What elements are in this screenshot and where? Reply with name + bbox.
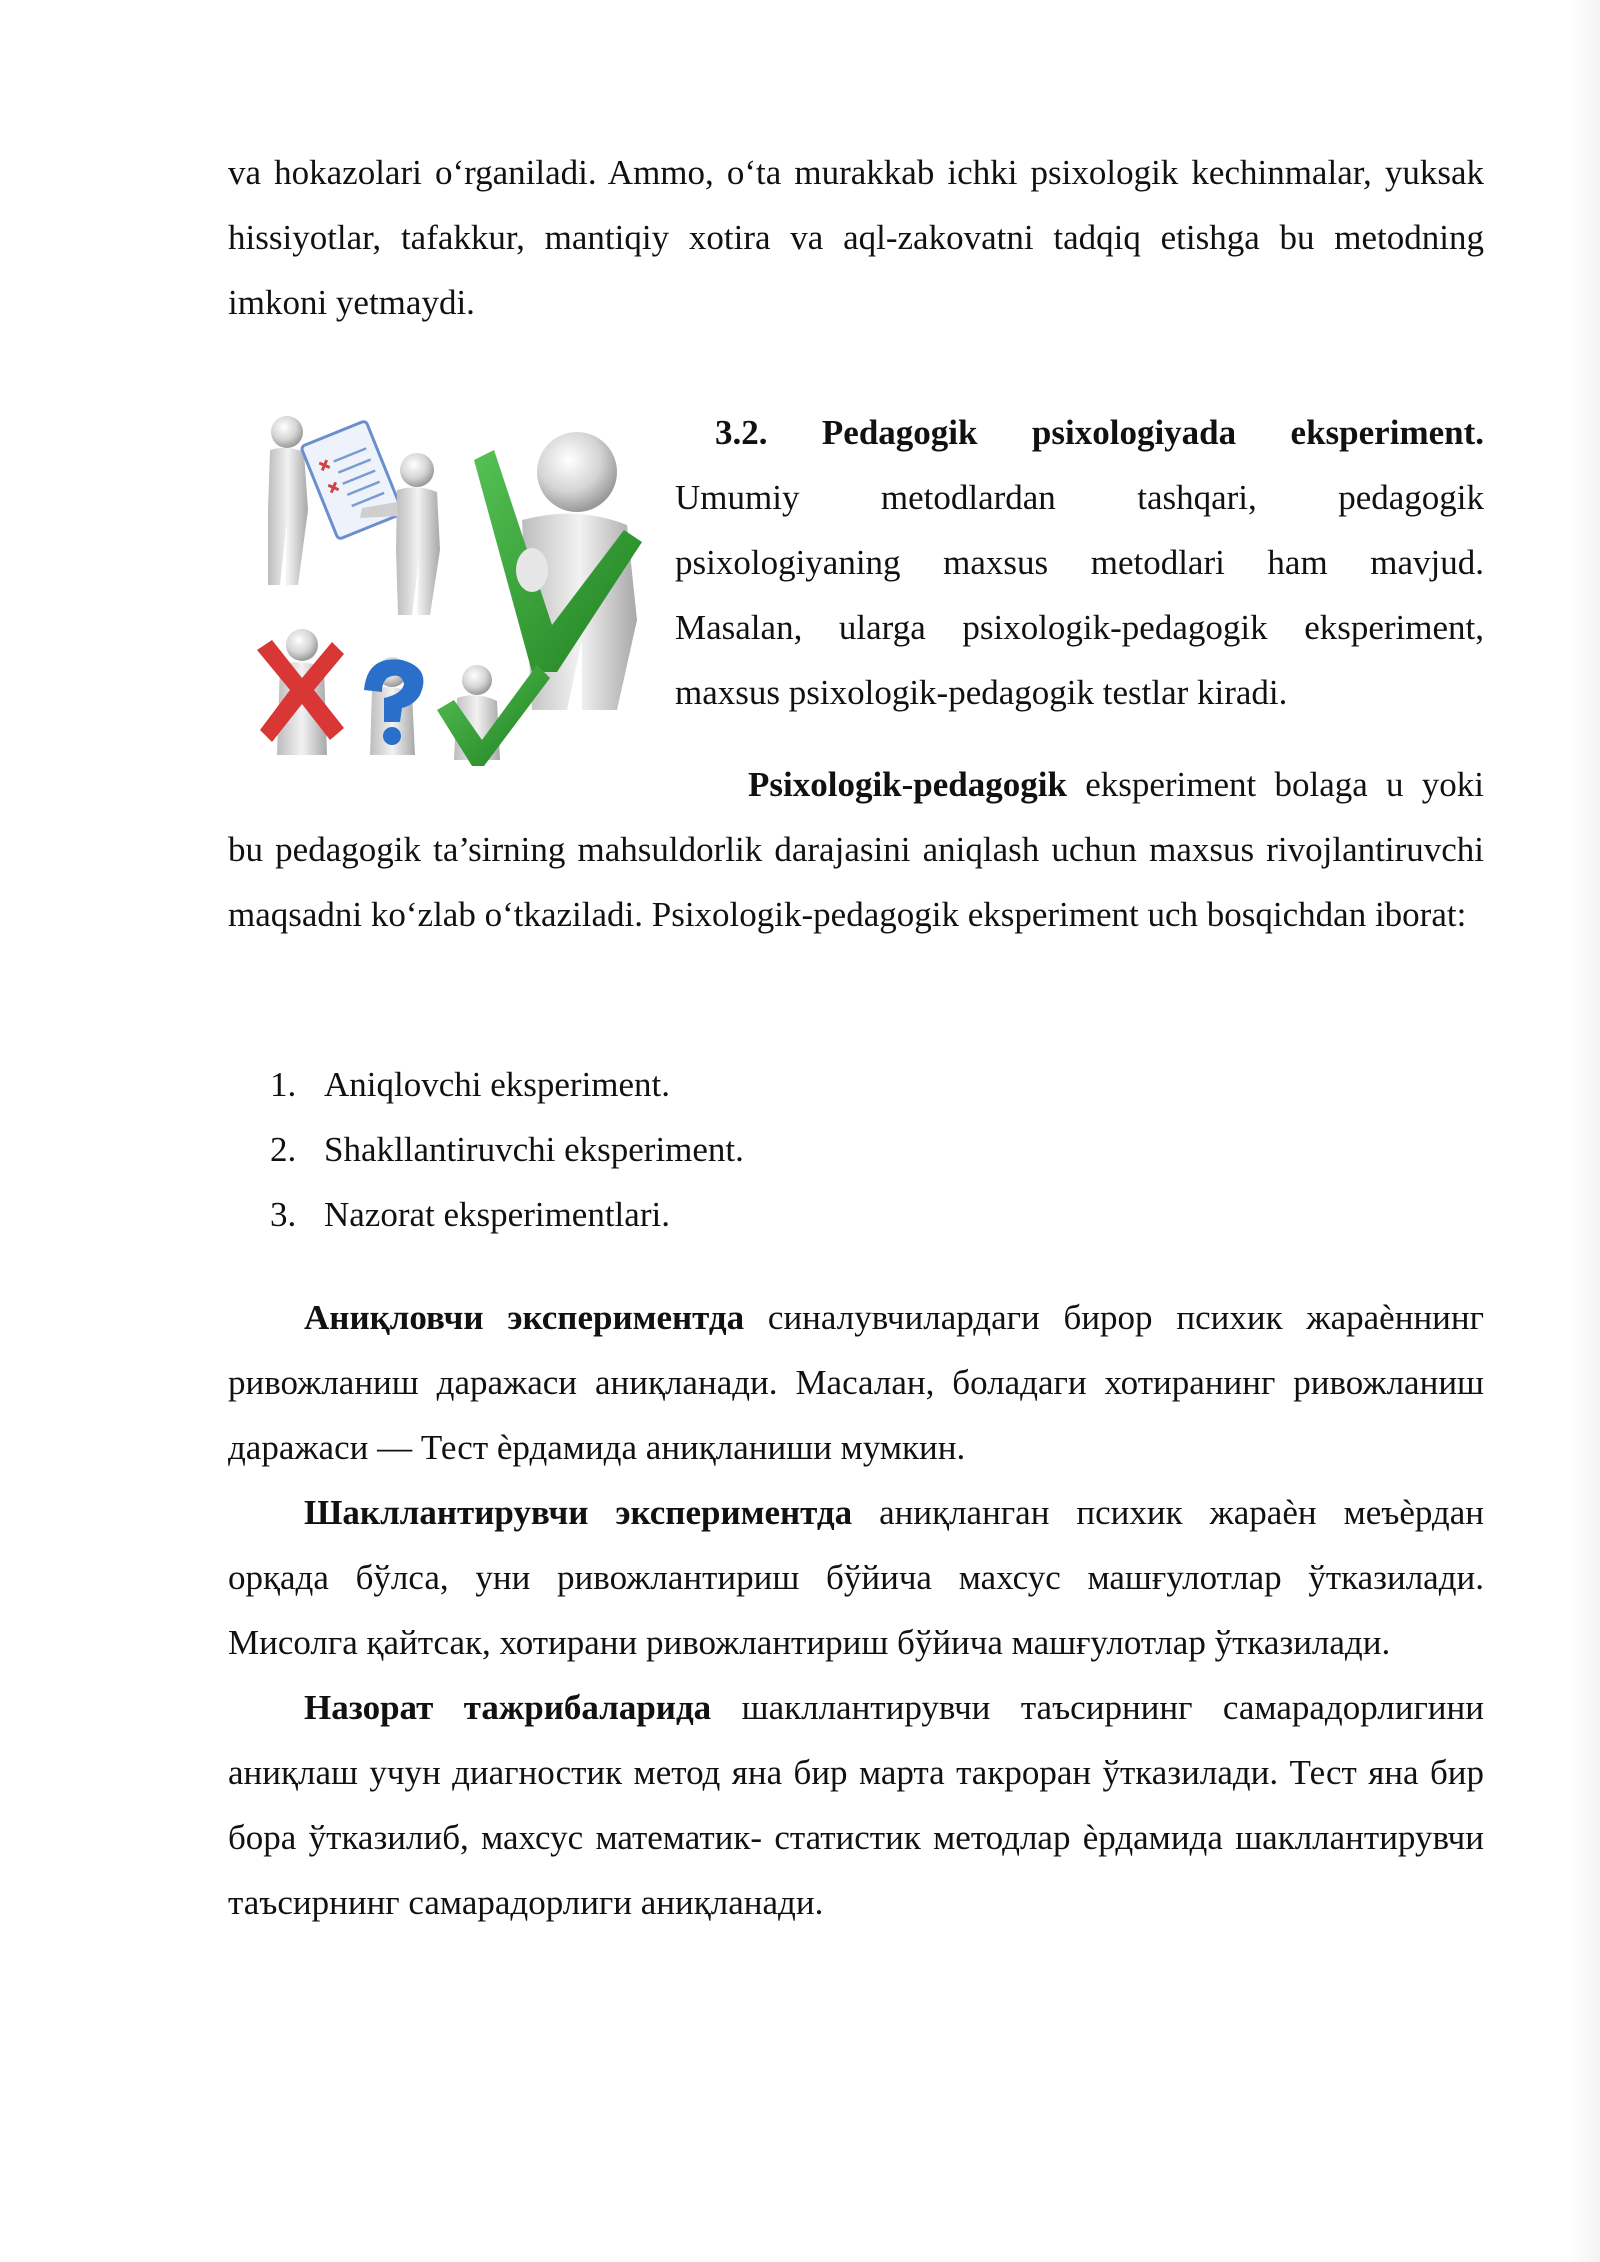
illustration bbox=[232, 410, 662, 785]
section-heading: 3.2. Pedagogik psixologiyada eksperiment. bbox=[715, 413, 1484, 452]
red-cross-icon bbox=[257, 629, 344, 755]
list-item: 1. Aniqlovchi eksperiment. bbox=[270, 1065, 671, 1104]
clipboard-figures-icon bbox=[268, 416, 440, 615]
big-checkmark-figure-icon bbox=[474, 432, 642, 710]
green-check-icon bbox=[437, 665, 550, 766]
intro-paragraph: va hokazolari o‘rganiladi. Ammo, o‘ta murakkab ichki psixologik kechinmalar, yuksak hissiyotlar, tafakkur, mantiqiy xotira va aql-zakovatni tadqiq etishga bu metodning imkoni yetmaydi. bbox=[228, 153, 1484, 322]
experiment-paragraph bbox=[228, 752, 1484, 947]
section-intro bbox=[675, 400, 1484, 725]
list-item: 2. Shakllantiruvchi eksperiment. bbox=[270, 1130, 744, 1169]
cyrillic-paragraph: Назорат тажрибаларида шакллантирувчи таъсирнинг самарадорлигини аниқлаш учун диагностик метод яна бир марта такроран ўтказилади. Тест яна бир бора ўтказилиб, махсус математик- статистик методлар ѐрдамида шакллантирувчи таъсирнинг самарадорлиги аниқланади. bbox=[228, 1688, 1484, 1922]
steps-list bbox=[270, 1052, 744, 1247]
list-item: 3. Nazorat eksperimentlari. bbox=[270, 1195, 670, 1234]
blue-question-icon bbox=[364, 657, 423, 755]
experiment-text: eksperiment bolaga u yoki bu pedagogik ta’sirning mahsuldorlik darajasini aniqlash uchun maxsus rivojlantiruvchi maqsadni ko‘zlab o‘tkaziladi. Psixologik-pedagogik eksperiment uch bosqichdan iborat: bbox=[228, 765, 1484, 934]
cyrillic-paragraph: Аниқловчи экспериментда синалувчилардаги бирор психик жараѐннинг ривожланиш даражаси аниқланади. Масалан, боладаги хотиранинг ривожланиш даражаси — Тест ѐрдамида аниқланиши мумкин. bbox=[228, 1298, 1484, 1467]
experiment-term: Psixologik-pedagogik bbox=[748, 765, 1067, 804]
section-text: psixologiyaning maxsus metodlari ham mavjud. Masalan, ularga psixologik-pedagogik eksperiment, maxsus psixologik-pedagogik testlar kiradi. bbox=[675, 543, 1484, 712]
section-text-line: Umumiy metodlardan tashqari, pedagogik bbox=[675, 478, 1484, 517]
cyrillic-paragraph: Шакллантирувчи экспериментда аниқланган психик жараѐн меъѐрдан орқада бўлса, уни ривожлантириш бўйича махсус машғулотлар ўтказилади. Мисолга қайтсак, хотирани ривожлантириш бўйича машғулотлар ўтказилади. bbox=[228, 1493, 1484, 1662]
